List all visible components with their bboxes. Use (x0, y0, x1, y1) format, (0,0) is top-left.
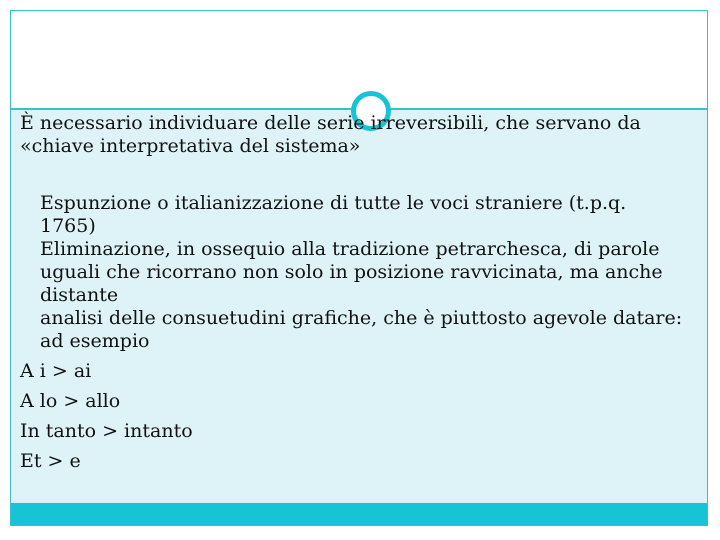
bullet-item (20, 307, 685, 353)
bullet-item (20, 192, 685, 238)
bottom-accent-bar (11, 503, 707, 525)
bullet-text: Eliminazione, in ossequio alla tradizione petrarchesca, di parole uguali che ricorrano non solo in posizione ravvicinata, ma anche distante (40, 238, 663, 306)
title-area (11, 11, 707, 101)
intro-text: È necessario individuare delle serie irreversibili, che servano da «chiave interpretativa del sistema» (20, 112, 641, 157)
bullet-text: Espunzione o italianizzazione di tutte le voci straniere (t.p.q. 1765) (40, 192, 627, 237)
example-line: A lo > allo (20, 390, 121, 412)
example-line: In tanto > intanto (20, 420, 193, 442)
slide-content (20, 112, 685, 473)
bullet-text: analisi delle consuetudini grafiche, che è piuttosto agevole datare: ad esempio (40, 307, 683, 352)
bullet-item (20, 238, 685, 307)
example-line: Et > e (20, 450, 81, 472)
example-line: A i > ai (20, 360, 92, 382)
